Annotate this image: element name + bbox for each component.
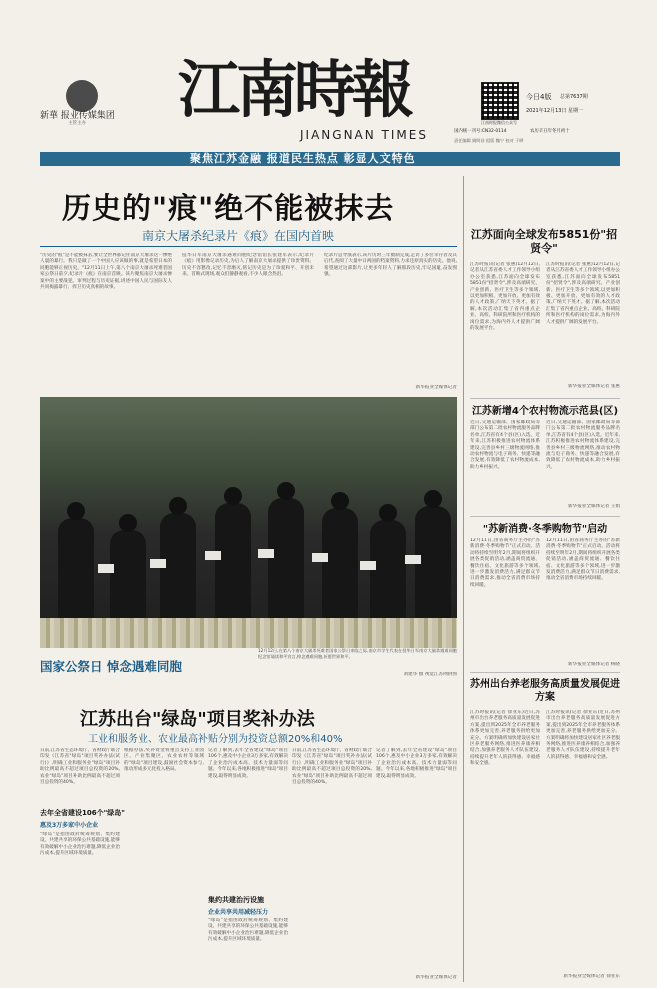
story3-body-b: 12月11日,由省商务厅主办的"苏新消费·冬季购物节"正式启动。活动将持续至明年2月,期间将组织开展各类促销活动,涵盖商贸流通、餐饮住宿、文化旅游等多个领域,进一步激发消费活力,满足群众节日消费需求,推动全省消费市场持续回暖。	[546, 538, 620, 582]
story1-headline: 江苏面向全球发布5851份"招贤令"	[470, 228, 618, 255]
lead-headline: 历史的"痕"绝不能被抹去	[62, 191, 395, 225]
story1-byline: 新华报业全媒体记者 张惠	[568, 384, 620, 389]
story2-headline: 江苏新增4个农村物流示范县(区)	[471, 406, 619, 417]
issue-date: 2021年12月13日 星期一	[526, 108, 584, 114]
photo-caption-title: 国家公祭日 悼念遇难同胞	[40, 659, 182, 674]
story1-body-b: 江苏时报讯(记者 张惠)12月12日,记者从江苏省委人才工作领导小组办公室获悉,江苏面向全球发布5851份"招贤令",涉及高端研究、产业创新、医疗卫生等多个领域,以更加积极、更加开放、更加有效的人才政策,广纳天下英才。据了解,本次活动汇集了省内重点企业、高校、科研院所和医疗机构的岗位需求,为海内外人才提供广阔的发展平台。	[546, 262, 620, 325]
student-head	[67, 502, 85, 520]
lead-body-col-1: "历史的"痕"是不能被抹去,要让全世界都记住南京大屠杀这一惨绝人寰的暴行。我只是做了一个中国人应该做的事,就是希望日本的同胞能够正视历史。"12月11日上午,第八个南京大屠杀死难者国家公祭日前夕,纪录片《痕》在南京首映。该片聚焦南京大屠杀惨案中的主要战犯、审判过程与历史证据,讲述中国人民与国际友人共同揭露暴行、捍卫历史真相的故事。	[40, 253, 172, 291]
sponsor-label: 主管主办	[68, 121, 86, 126]
story2-body-a: 近日,交通运输部、国家邮政局等部门公布第二批农村物流服务品牌名单,江苏省有4个县(区)入选。近年来,江苏积极推进农村物流体系建设,完善县乡村三级物流网络,推动农村物流与电子商务、快递等融合发展,有效降低了农村物流成本,助力乡村振兴。	[470, 420, 540, 470]
story3-byline: 新华报业全媒体记者 杨晓	[568, 662, 620, 667]
story3-headline: "苏新消费·冬季购物节"启动	[482, 524, 608, 535]
photo-credit: 刘建华 摄 视觉江苏网供图	[403, 672, 457, 677]
bottom-headline: 江苏出台"绿岛"项目奖补办法	[80, 709, 315, 730]
bottom-body-5: "绿岛"是指由政府统筹规划、集约建设、共建共享的环保公共基础设施,能够有效破解中小企业治污难题,降低企业治污成本,提升区域环境质量。	[208, 918, 288, 943]
bottom-body-3: 根据办法,奖补资金将重点支持工业园区、产业集聚区、农业农村等领域的"绿岛"项目建设,鼓励社会资本参与,推动形成多元化投入格局。	[124, 748, 204, 773]
lunar-date: 农历辛丑年冬月初十	[530, 129, 570, 134]
issue-total: 总第7637期	[560, 94, 588, 100]
bottom-body-4: 记者了解到,去年全省建设"绿岛"项目106个,惠及中小企业3万多家,有效解决了企业治污成本高、技术力量弱等问题。今年以来,各地积极推进"绿岛"项目建设,取得明显成效。	[208, 748, 288, 779]
lead-subheadline: 南京大屠杀纪录片《痕》在国内首映	[142, 229, 335, 243]
reading-paper	[360, 561, 376, 570]
lead-body-col-2: 侵华日军南京大屠杀遇难同胞纪念馆馆长张建军表示,纪录片《痕》用影像记录历史,为后人了解南京大屠杀提供了珍贵资料。历史不容篡改,记忆不容磨灭,铭记历史是为了珍爱和平、开创未来。首映式现场,观众们静静观看,不少人眼含热泪。	[182, 253, 314, 278]
story-divider	[470, 672, 620, 673]
memorial-photo	[40, 397, 457, 648]
reading-paper	[405, 555, 421, 564]
story2-body-b: 近日,交通运输部、国家邮政局等部门公布第二批农村物流服务品牌名单,江苏省有4个县(区)入选。近年来,江苏积极推进农村物流体系建设,完善县乡村三级物流网络,推动农村物流与电子商务、快递等融合发展,有效降低了农村物流成本,助力乡村振兴。	[546, 420, 620, 470]
reading-paper	[98, 564, 114, 573]
student-head	[277, 482, 295, 500]
issue-pages: 今日4版	[526, 93, 552, 101]
bottom-body-6: 日前,江苏省生态环境厅、省财政厅联合印发《江苏省"绿岛"项目奖补办法(试行)》,明确工业和服务业"绿岛"项目补助比例最高不超过项目总投资的20%,农业"绿岛"项目补助比例最高不超过项目总投资的40%。	[292, 748, 372, 786]
slogan-text: 聚焦江苏金融 报道民生热点 彰显人文特色	[190, 152, 416, 165]
photo-caption-text: 12月12日,在第八个南京大屠杀死难者国家公祭日来临之际,南京市学生代表在侵华日军南京大屠杀遇难同胞纪念馆诵读和平宣言,悼念遇难同胞,祈愿世界和平。	[258, 648, 457, 659]
story4-body-b: 江苏时报讯(记者 徐亚东)近日,苏州市出台养老服务高质量发展促进方案,提出到2025年全市养老服务体系更加完善,养老服务供给更加充分。方案明确将加快建设居家社区养老服务网络,推进医养康养相结合,加强养老服务人才队伍建设,持续提升老年人的获得感、幸福感和安全感。	[546, 710, 620, 760]
flower-garland	[40, 618, 457, 648]
student-head	[379, 504, 397, 522]
column-divider	[463, 176, 464, 982]
box-title: 去年全省建设106个"绿岛"	[40, 809, 125, 817]
story4-byline: 新华报业全媒体记者 徐亚东	[563, 974, 620, 979]
section-subtitle: 企业共享共用减轻压力	[208, 909, 269, 916]
bottom-subheadline: 工业和服务业、农业最高补贴分别为投资总额20%和40%	[88, 734, 343, 745]
story4-headline: 苏州出台养老服务高质量发展促进方案	[470, 679, 620, 703]
section-title: 集约共建治污设施	[208, 896, 264, 904]
lead-body-col-3: 纪录片总导演表示,该片历时三年摄制完成,走访了多位幸存者及其后代,查阅了大量中日两国的档案资料,力求还原真实的历史。他说,希望通过这部影片,让更多年轻人了解那段历史,牢记国耻,奋发图强。	[324, 253, 457, 278]
newspaper-group-name: 新華 报业传媒集团	[40, 111, 115, 121]
story-divider	[470, 398, 620, 399]
masthead-logo: 江南時報	[178, 53, 411, 126]
box-subtitle: 惠及3万多家中小企业	[40, 822, 99, 829]
bottom-byline: 新华报业全媒体记者	[415, 975, 457, 980]
story4-body-a: 江苏时报讯(记者 徐亚东)近日,苏州市出台养老服务高质量发展促进方案,提出到2025年全市养老服务体系更加完善,养老服务供给更加充分。方案明确将加快建设居家社区养老服务网络,推进医养康养相结合,加强养老服务人才队伍建设,持续提升老年人的获得感、幸福感和安全感。	[470, 710, 540, 767]
reading-paper	[258, 549, 274, 558]
story1-body-a: 江苏时报讯(记者 张惠)12月12日,记者从江苏省委人才工作领导小组办公室获悉,江苏面向全球发布5851份"招贤令",涉及高端研究、产业创新、医疗卫生等多个领域,以更加积极、更加开放、更加有效的人才政策,广纳天下英才。据了解,本次活动汇集了省内重点企业、高校、科研院所和医疗机构的岗位需求,为海内外人才提供广阔的发展平台。	[470, 262, 540, 332]
reading-paper	[205, 551, 221, 560]
story-divider	[470, 516, 620, 517]
reading-paper	[312, 553, 328, 562]
story2-byline: 新华报业全媒体记者 王娟	[568, 504, 620, 509]
lead-divider	[40, 246, 457, 247]
wechat-qr-code-icon[interactable]	[481, 82, 519, 120]
story3-body-a: 12月11日,由省商务厅主办的"苏新消费·冬季购物节"正式启动。活动将持续至明年2月,期间将组织开展各类促销活动,涵盖商贸流通、餐饮住宿、文化旅游等多个领域,进一步激发消费活力,满足群众节日消费需求,推动全省消费市场持续回暖。	[470, 538, 540, 588]
bottom-body-1: 日前,江苏省生态环境厅、省财政厅联合印发《江苏省"绿岛"项目奖补办法(试行)》,明确工业和服务业"绿岛"项目补助比例最高不超过项目总投资的20%,农业"绿岛"项目补助比例最高不超过项目总投资的40%。	[40, 748, 120, 786]
lead-byline: 新华报业全媒体记者	[415, 385, 457, 390]
bottom-body-7: 记者了解到,去年全省建设"绿岛"项目106个,惠及中小企业3万多家,有效解决了企业治污成本高、技术力量弱等问题。今年以来,各地积极推进"绿岛"项目建设,取得明显成效。	[376, 748, 457, 779]
bottom-body-2: "绿岛"是指由政府统筹规划、集约建设、共建共享的环保公共基础设施,能够有效破解中小企业治污难题,降低企业治污成本,提升区域环境质量。	[40, 832, 120, 857]
student-head	[224, 487, 242, 505]
qr-caption: 江南时报微信公众号	[481, 120, 517, 125]
cn-number: 国内统一刊号:CN32-0114	[454, 129, 507, 134]
editor-credits: 责任编辑 姚明昌 组版 魏宁 校对 于晔	[454, 138, 524, 143]
student-head	[169, 497, 187, 515]
reading-paper	[150, 559, 166, 568]
student-head	[119, 514, 137, 532]
masthead-english-name: JIANGNAN TIMES	[300, 128, 428, 142]
student-head	[424, 490, 442, 508]
student-head	[331, 492, 349, 510]
